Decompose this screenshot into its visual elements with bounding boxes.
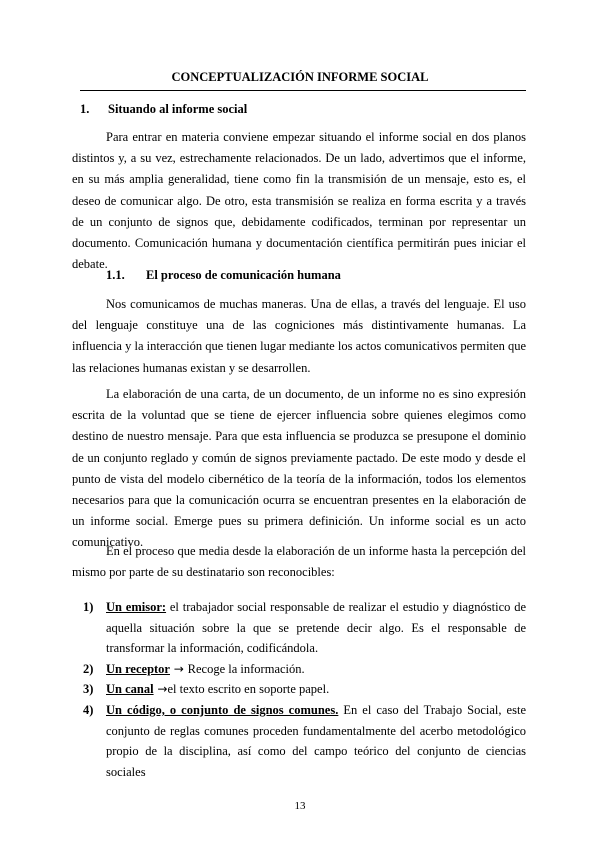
subsection-number: 1.1. bbox=[106, 268, 125, 282]
list-number: 3) bbox=[83, 682, 94, 697]
subsection-title: El proceso de comunicación humana bbox=[146, 268, 341, 282]
paragraph-communication: Nos comunicamos de muchas maneras. Una de ellas, a través del lenguaje. El uso del lenguaje constituye una de las cogniciones más distintivamente humanas. La influencia y la interacción que tienen lugar mediante los actos comunicativos permiten que las relaciones humanas existan y se desarrollen. bbox=[72, 297, 527, 375]
communication-elements-list bbox=[83, 597, 526, 782]
paragraph-elements: En el proceso que media desde la elaboración de un informe hasta la percepción del mismo por parte de su destinatario son reconocibles: bbox=[72, 544, 526, 580]
list-text: el texto escrito en soporte papel. bbox=[167, 682, 330, 697]
section-heading bbox=[80, 102, 247, 117]
list-term: Un emisor: bbox=[106, 600, 167, 614]
section-title: Situando al informe social bbox=[108, 102, 248, 116]
list-term: Un código, o conjunto de signos comunes. bbox=[106, 702, 339, 717]
intro-paragraph: Para entrar en materia conviene empezar situando el informe social en dos planos distintos y, a su vez, estrechamente relacionados. De un lado, advertimos que el informe, en su más amplia generalidad, tiene como fin la transmisión de un mensaje, esto es, el deseo de comunicar algo. De otro, esta transmisión se realiza en forma escrita y a través de un conjunto de signos que, debidamente codificados, terminan por representar un documento. Comunicación humana y documentación científica permitirán pues iniciar el debate. bbox=[72, 130, 526, 272]
title-rule bbox=[80, 90, 526, 91]
list-item bbox=[83, 597, 526, 659]
arrow-right-icon: → bbox=[153, 682, 168, 697]
paragraph-influence: La elaboración de una carta, de un documento, de un informe no es sino expresión escrita de la voluntad que se tiene de ejercer influencia sobre quienes elegimos como destino de nuestro mensaje. Para que esta influencia se produzca se presupone el dominio de un conjunto reglado y común de signos previamente pactado. De este modo y desde el punto de vista del modelo cibernético de la teoría de la información, todos los elementos necesarios para que la comunicación ocurra se encuentran presentes en la elaboración de un informe social. Emerge pues su primera definición. Un informe social es un acto comunicativo. bbox=[72, 387, 526, 550]
list-item bbox=[83, 700, 526, 782]
list-text: En el caso del Trabajo Social, este conjunto de reglas comunes proceden fundamentalmente del acerbo metodológico propio de la disciplina, así como del campo teórico del conjunto de ciencias sociales bbox=[106, 702, 526, 779]
list-item bbox=[83, 679, 526, 700]
list-term: Un canal bbox=[106, 682, 154, 697]
list-number: 2) bbox=[83, 661, 94, 676]
list-item bbox=[83, 659, 526, 680]
list-text: el trabajador social responsable de realizar el estudio y diagnóstico de aquella situación sobre la que se pretende decir algo. Es el responsable de transformar la información, codificándola. bbox=[106, 600, 526, 656]
subsection-heading bbox=[106, 268, 341, 283]
list-text: Recoge la información. bbox=[187, 661, 305, 676]
list-number: 1) bbox=[83, 600, 94, 614]
list-number: 4) bbox=[83, 702, 94, 717]
section-number: 1. bbox=[80, 102, 90, 116]
arrow-right-icon: → bbox=[169, 661, 188, 676]
list-term: Un receptor bbox=[106, 661, 170, 676]
page-number: 13 bbox=[294, 800, 306, 812]
document-title: CONCEPTUALIZACIÓN INFORME SOCIAL bbox=[171, 70, 429, 84]
